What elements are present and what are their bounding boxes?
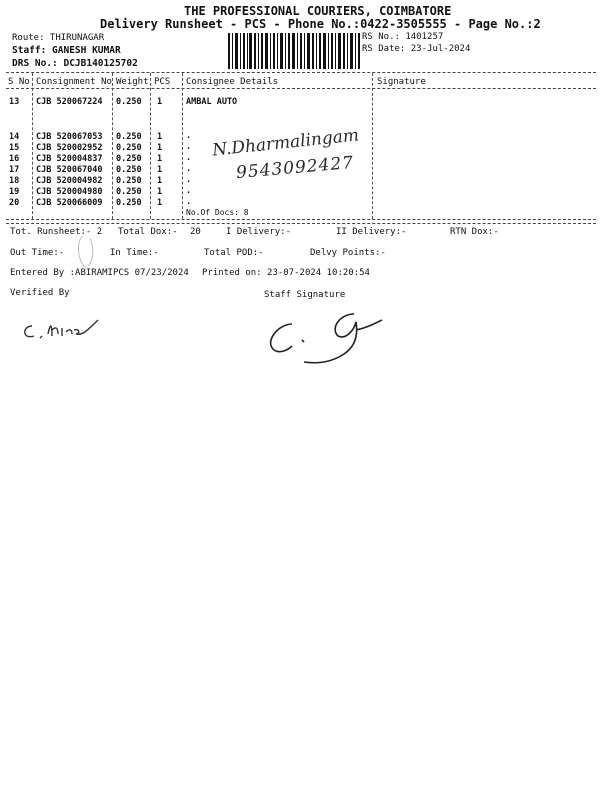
- row-pcs: 1: [157, 165, 163, 175]
- delvy-points: Delvy Points:-: [310, 248, 386, 258]
- table-bottom-rule: [6, 219, 596, 220]
- scan-smudge: [72, 232, 102, 272]
- row-consignee: .: [186, 186, 192, 196]
- column-divider: [112, 73, 113, 219]
- row-consignee: .: [186, 131, 192, 141]
- row-sno: 14: [9, 132, 20, 142]
- runsheet-subtitle: Delivery Runsheet - PCS - Phone No.:0422-3505555 - Page No.:2: [100, 17, 541, 31]
- row-sno: 15: [9, 143, 20, 153]
- column-divider: [150, 73, 151, 219]
- row-pcs: 1: [157, 176, 163, 186]
- row-sno: 17: [9, 165, 20, 175]
- verified-signature: [18, 306, 118, 346]
- ii-delivery: II Delivery:-: [336, 227, 407, 237]
- no-of-docs: No.Of Docs: 8: [186, 208, 249, 217]
- row-consignment: CJB 520067040: [36, 165, 103, 175]
- column-divider: [32, 73, 33, 219]
- handwritten-phone: 9543092427: [235, 152, 355, 184]
- out-time: Out Time:-: [10, 248, 65, 258]
- row-sno: 19: [9, 187, 20, 197]
- row-weight: 0.250: [116, 176, 142, 186]
- i-delivery: I Delivery:-: [226, 227, 292, 237]
- rtn-dox: RTN Dox:-: [450, 227, 499, 237]
- drs-number: DRS No.: DCJB140125702: [12, 58, 138, 69]
- row-consignment: CJB 520004982: [36, 176, 103, 186]
- row-pcs: 1: [157, 198, 163, 208]
- row-consignee: AMBAL AUTO: [186, 97, 238, 107]
- total-dox-label: Total Dox:-: [118, 227, 178, 237]
- column-divider: [182, 73, 183, 219]
- col-header-weight: Weight: [116, 77, 149, 87]
- col-header-signature: Signature: [377, 77, 426, 87]
- printed-on: Printed on: 23-07-2024 10:20:54: [202, 268, 370, 278]
- company-title: THE PROFESSIONAL COURIERS, COIMBATORE: [184, 4, 452, 18]
- row-sno: 13: [9, 97, 20, 107]
- table-header-rule: [6, 88, 596, 89]
- row-pcs: 1: [157, 187, 163, 197]
- row-consignment: CJB 520067224: [36, 97, 103, 107]
- tot-runsheet: Tot. Runsheet:- 2: [10, 227, 103, 237]
- row-weight: 0.250: [116, 97, 142, 107]
- col-header-sno: S No: [8, 77, 30, 87]
- row-sno: 16: [9, 154, 20, 164]
- rs-number: RS No.: 1401257: [362, 32, 444, 42]
- row-consignment: CJB 520066009: [36, 198, 103, 208]
- row-weight: 0.250: [116, 165, 142, 175]
- row-pcs: 1: [157, 143, 163, 153]
- row-weight: 0.250: [116, 143, 142, 153]
- total-dox-value: 20: [190, 227, 201, 237]
- entered-by: Entered By :ABIRAMIPCS 07/23/2024: [10, 268, 189, 278]
- summary-rule: [6, 223, 596, 224]
- col-header-consignment: Consignment No: [36, 77, 112, 87]
- row-pcs: 1: [157, 97, 163, 107]
- row-weight: 0.250: [116, 132, 142, 142]
- staff-signature: [262, 306, 392, 368]
- row-pcs: 1: [157, 132, 163, 142]
- row-consignee: .: [186, 153, 192, 163]
- row-pcs: 1: [157, 154, 163, 164]
- row-sno: 18: [9, 176, 20, 186]
- verified-by: Verified By: [10, 288, 70, 298]
- row-weight: 0.250: [116, 198, 142, 208]
- total-pod: Total POD:-: [204, 248, 264, 258]
- table-top-rule: [6, 72, 596, 73]
- row-sno: 20: [9, 198, 20, 208]
- route: Route: THIRUNAGAR: [12, 33, 105, 43]
- rs-date: RS Date: 23-Jul-2024: [362, 44, 471, 54]
- staff-signature-label: Staff Signature: [264, 290, 346, 300]
- row-consignment: CJB 520004980: [36, 187, 103, 197]
- col-header-pcs: PCS: [154, 77, 171, 87]
- row-weight: 0.250: [116, 187, 142, 197]
- staff: Staff: GANESH KUMAR: [12, 45, 121, 56]
- in-time: In Time:-: [110, 248, 159, 258]
- row-weight: 0.250: [116, 154, 142, 164]
- barcode: [228, 33, 360, 69]
- row-consignee: .: [186, 175, 192, 185]
- column-divider: [372, 73, 373, 219]
- col-header-consignee: Consignee Details: [186, 77, 279, 87]
- row-consignment: CJB 520004837: [36, 154, 103, 164]
- row-consignee: .: [186, 142, 192, 152]
- row-consignment: CJB 520002952: [36, 143, 103, 153]
- row-consignee: .: [186, 164, 192, 174]
- row-consignment: CJB 520067053: [36, 132, 103, 142]
- handwritten-consignee-name: N.Dharmalingam: [211, 125, 360, 161]
- row-consignee: .: [186, 197, 192, 207]
